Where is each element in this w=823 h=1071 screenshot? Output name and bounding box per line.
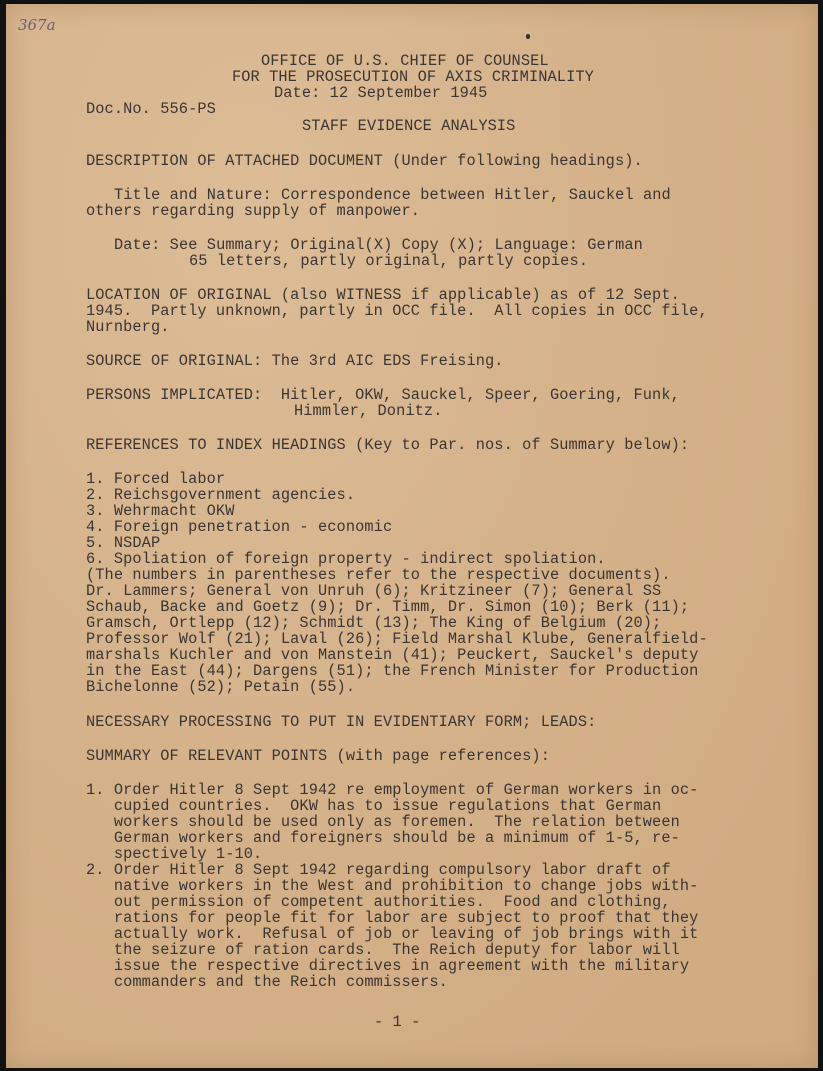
header-line-2: FOR THE PROSECUTION OF AXIS CRIMINALITY — [232, 68, 594, 86]
summary-line: actually work. Refusal of job or leaving of job brings with it — [86, 925, 699, 943]
reference-line: Bichelonne (52); Petain (55). — [86, 678, 356, 696]
reference-line: (The numbers in parentheses refer to the respective documents). — [86, 566, 671, 584]
reference-line: Professor Wolf (21); Laval (26); Field Marshal Klube, Generalfield- — [86, 630, 708, 648]
location-line: 1945. Partly unknown, partly in OCC file. All copies in OCC file, — [86, 302, 708, 320]
header-date: Date: 12 September 1945 — [274, 84, 488, 102]
summary-line: issue the respective directives in agreement with the military — [86, 957, 690, 975]
date-line: 65 letters, partly original, partly copies. — [189, 252, 589, 270]
page-number: - 1 - — [374, 1013, 421, 1031]
location-line: Nurnberg. — [86, 318, 170, 336]
persons-line: PERSONS IMPLICATED: Hitler, OKW, Sauckel, Speer, Goering, Funk, — [86, 386, 680, 404]
title-nature-line: others regarding supply of manpower. — [86, 202, 421, 220]
reference-line: 6. Spoliation of foreign property - indirect spoliation. — [86, 550, 606, 568]
necessary-processing-heading: NECESSARY PROCESSING TO PUT IN EVIDENTIARY FORM; LEADS: — [86, 713, 597, 731]
reference-line: Dr. Lammers; General von Unruh (6); Kritzineer (7); General SS — [86, 582, 662, 600]
document-page — [6, 4, 818, 1068]
reference-line: 5. NSDAP — [86, 534, 161, 552]
summary-line: out permission of competent authorities. Food and clothing, — [86, 893, 671, 911]
persons-line: Himmler, Donitz. — [294, 402, 443, 420]
summary-line: German workers and foreigners should be a minimum of 1-5, re- — [86, 829, 680, 847]
summary-line: the seizure of ration cards. The Reich deputy for labor will — [86, 941, 680, 959]
reference-line: 3. Wehrmacht OKW — [86, 502, 235, 520]
reference-line: Gramsch, Ortlepp (12); Schmidt (13); The King of Belgium (20); — [86, 614, 662, 632]
reference-line: in the East (44); Dargens (51); the French Minister for Production — [86, 662, 699, 680]
references-heading: REFERENCES TO INDEX HEADINGS (Key to Par. nos. of Summary below): — [86, 436, 690, 454]
date-line: Date: See Summary; Original(X) Copy (X); Language: German — [114, 236, 643, 254]
location-line: LOCATION OF ORIGINAL (also WITNESS if applicable) as of 12 Sept. — [86, 286, 680, 304]
summary-line: 2. Order Hitler 8 Sept 1942 regarding compulsory labor draft of — [86, 861, 671, 879]
summary-heading: SUMMARY OF RELEVANT POINTS (with page references): — [86, 747, 550, 765]
reference-line: 4. Foreign penetration - economic — [86, 518, 393, 536]
ink-mark — [526, 34, 530, 39]
reference-line: Schaub, Backe and Goetz (9); Dr. Timm, Dr. Simon (10); Berk (11); — [86, 598, 690, 616]
analysis-title: STAFF EVIDENCE ANALYSIS — [302, 117, 516, 135]
summary-line: native workers in the West and prohibition to change jobs with- — [86, 877, 699, 895]
source-line: SOURCE OF ORIGINAL: The 3rd AIC EDS Freising. — [86, 352, 504, 370]
summary-line: 1. Order Hitler 8 Sept 1942 re employment of German workers in oc- — [86, 781, 699, 799]
reference-line: 1. Forced labor — [86, 470, 226, 488]
reference-line: marshals Kuchler and von Manstein (41); Peuckert, Sauckel's deputy — [86, 646, 699, 664]
title-nature-line: Title and Nature: Correspondence between Hitler, Sauckel and — [114, 186, 671, 204]
summary-line: spectively 1-10. — [86, 845, 263, 863]
header-line-1: OFFICE OF U.S. CHIEF OF COUNSEL — [261, 52, 549, 70]
summary-line: workers should be used only as foremen. The relation between — [86, 813, 680, 831]
handwritten-annotation: 367a — [18, 16, 56, 34]
reference-line: 2. Reichsgovernment agencies. — [86, 486, 356, 504]
summary-line: cupied countries. OKW has to issue regulations that German — [86, 797, 662, 815]
summary-line: rations for people fit for labor are subject to proof that they — [86, 909, 699, 927]
doc-number: Doc.No. 556-PS — [86, 100, 216, 118]
description-heading: DESCRIPTION OF ATTACHED DOCUMENT (Under following headings). — [86, 152, 643, 170]
summary-line: commanders and the Reich commissers. — [86, 973, 448, 991]
